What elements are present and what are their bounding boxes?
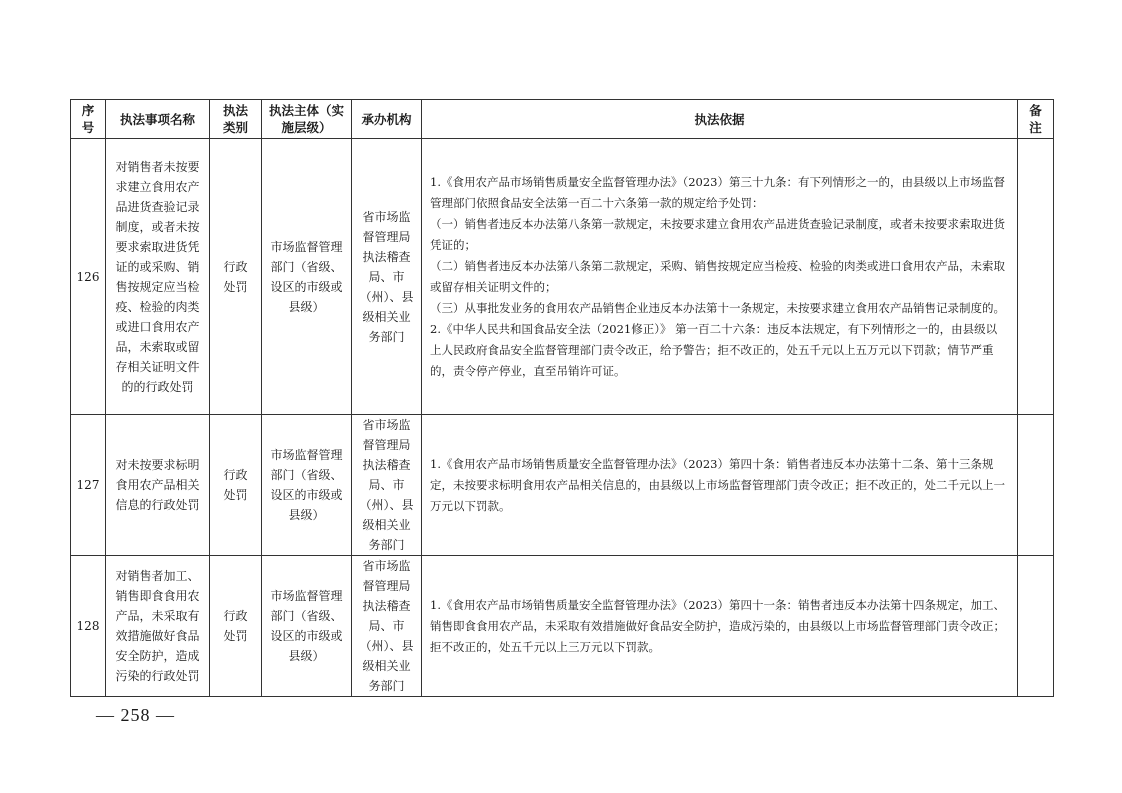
- enforcement-subject: 市场监督管理部门（省级、设区的市级或县级）: [262, 139, 352, 415]
- header-name: 执法事项名称: [106, 100, 210, 139]
- table-row: [71, 415, 1054, 556]
- remark-cell: [1018, 556, 1054, 697]
- header-category: 执法类别: [210, 100, 262, 139]
- header-subject: 执法主体（实施层级）: [262, 100, 352, 139]
- header-remark: 备注: [1018, 100, 1054, 139]
- basis-paragraph: 1.《食用农产品市场销售质量安全监督管理办法》（2023）第三十九条：有下列情形之一的，由县级以上市场监督管理部门依照食品安全法第一百二十六条第一款的规定给予处罚：: [430, 174, 1005, 210]
- basis-paragraph: 1.《食用农产品市场销售质量安全监督管理办法》（2023）第四十条：销售者违反本办法第十二条、第十三条规定，未按要求标明食用农产品相关信息的，由县级以上市场监督管理部门责令改正；拒不改正的，处二千元以上一万元以下罚款。: [430, 456, 1005, 513]
- basis-paragraph: 1.《食用农产品市场销售质量安全监督管理办法》（2023）第四十一条：销售者违反本办法第十四条规定，加工、销售即食食用农产品，未采取有效措施做好食品安全防护，造成污染的，由县级以上市场监督管理部门责令改正；拒不改正的，处五千元以上三万元以下罚款。: [430, 597, 1005, 654]
- header-basis: 执法依据: [422, 100, 1018, 139]
- enforcement-table: [70, 99, 1054, 697]
- enforcement-basis: [422, 556, 1018, 697]
- row-number: 128: [71, 556, 106, 697]
- enforcement-category: 行政处罚: [210, 556, 262, 697]
- basis-paragraph: （三）从事批发业务的食用农产品销售企业违反本办法第十一条规定，未按要求建立食用农产品销售记录制度的。: [430, 300, 1005, 315]
- remark-cell: [1018, 139, 1054, 415]
- enforcement-subject: 市场监督管理部门（省级、设区的市级或县级）: [262, 415, 352, 556]
- enforcement-category: 行政处罚: [210, 139, 262, 415]
- header-agency: 承办机构: [352, 100, 422, 139]
- enforcement-category: 行政处罚: [210, 415, 262, 556]
- item-name: 对销售者加工、销售即食食用农产品，未采取有效措施做好食品安全防护，造成污染的行政处罚: [106, 556, 210, 697]
- table-row: [71, 556, 1054, 697]
- header-no: 序号: [71, 100, 106, 139]
- enforcement-basis: [422, 139, 1018, 415]
- basis-paragraph: 2.《中华人民共和国食品安全法（2021修正）》 第一百二十六条：违反本法规定，有下列情形之一的，由县级以上人民政府食品安全监督管理部门责令改正，给予警告；拒不改正的，处五千元以上五万元以下罚款；情节严重的，责令停产停业，直至吊销许可证。: [430, 321, 998, 378]
- handling-agency: 省市场监督管理局执法稽查局、市（州）、县级相关业务部门: [352, 139, 422, 415]
- item-name: 对未按要求标明食用农产品相关信息的行政处罚: [106, 415, 210, 556]
- handling-agency: 省市场监督管理局执法稽查局、市（州）、县级相关业务部门: [352, 556, 422, 697]
- handling-agency: 省市场监督管理局执法稽查局、市（州）、县级相关业务部门: [352, 415, 422, 556]
- item-name: 对销售者未按要求建立食用农产品进货查验记录制度，或者未按要求索取进货凭证的或采购、销售按规定应当检疫、检验的肉类或进口食用农产品，未索取或留存相关证明文件的的行政处罚: [106, 139, 210, 415]
- header-row: [71, 100, 1054, 139]
- row-number: 126: [71, 139, 106, 415]
- enforcement-subject: 市场监督管理部门（省级、设区的市级或县级）: [262, 556, 352, 697]
- remark-cell: [1018, 415, 1054, 556]
- page-number: — 258 —: [96, 705, 175, 725]
- row-number: 127: [71, 415, 106, 556]
- enforcement-basis: [422, 415, 1018, 556]
- basis-paragraph: （一）销售者违反本办法第八条第一款规定，未按要求建立食用农产品进货查验记录制度，或者未按要求索取进货凭证的；: [430, 216, 1005, 252]
- table-row: [71, 139, 1054, 415]
- basis-paragraph: （二）销售者违反本办法第八条第二款规定，采购、销售按规定应当检疫、检验的肉类或进口食用农产品，未索取或留存相关证明文件的；: [430, 258, 1005, 294]
